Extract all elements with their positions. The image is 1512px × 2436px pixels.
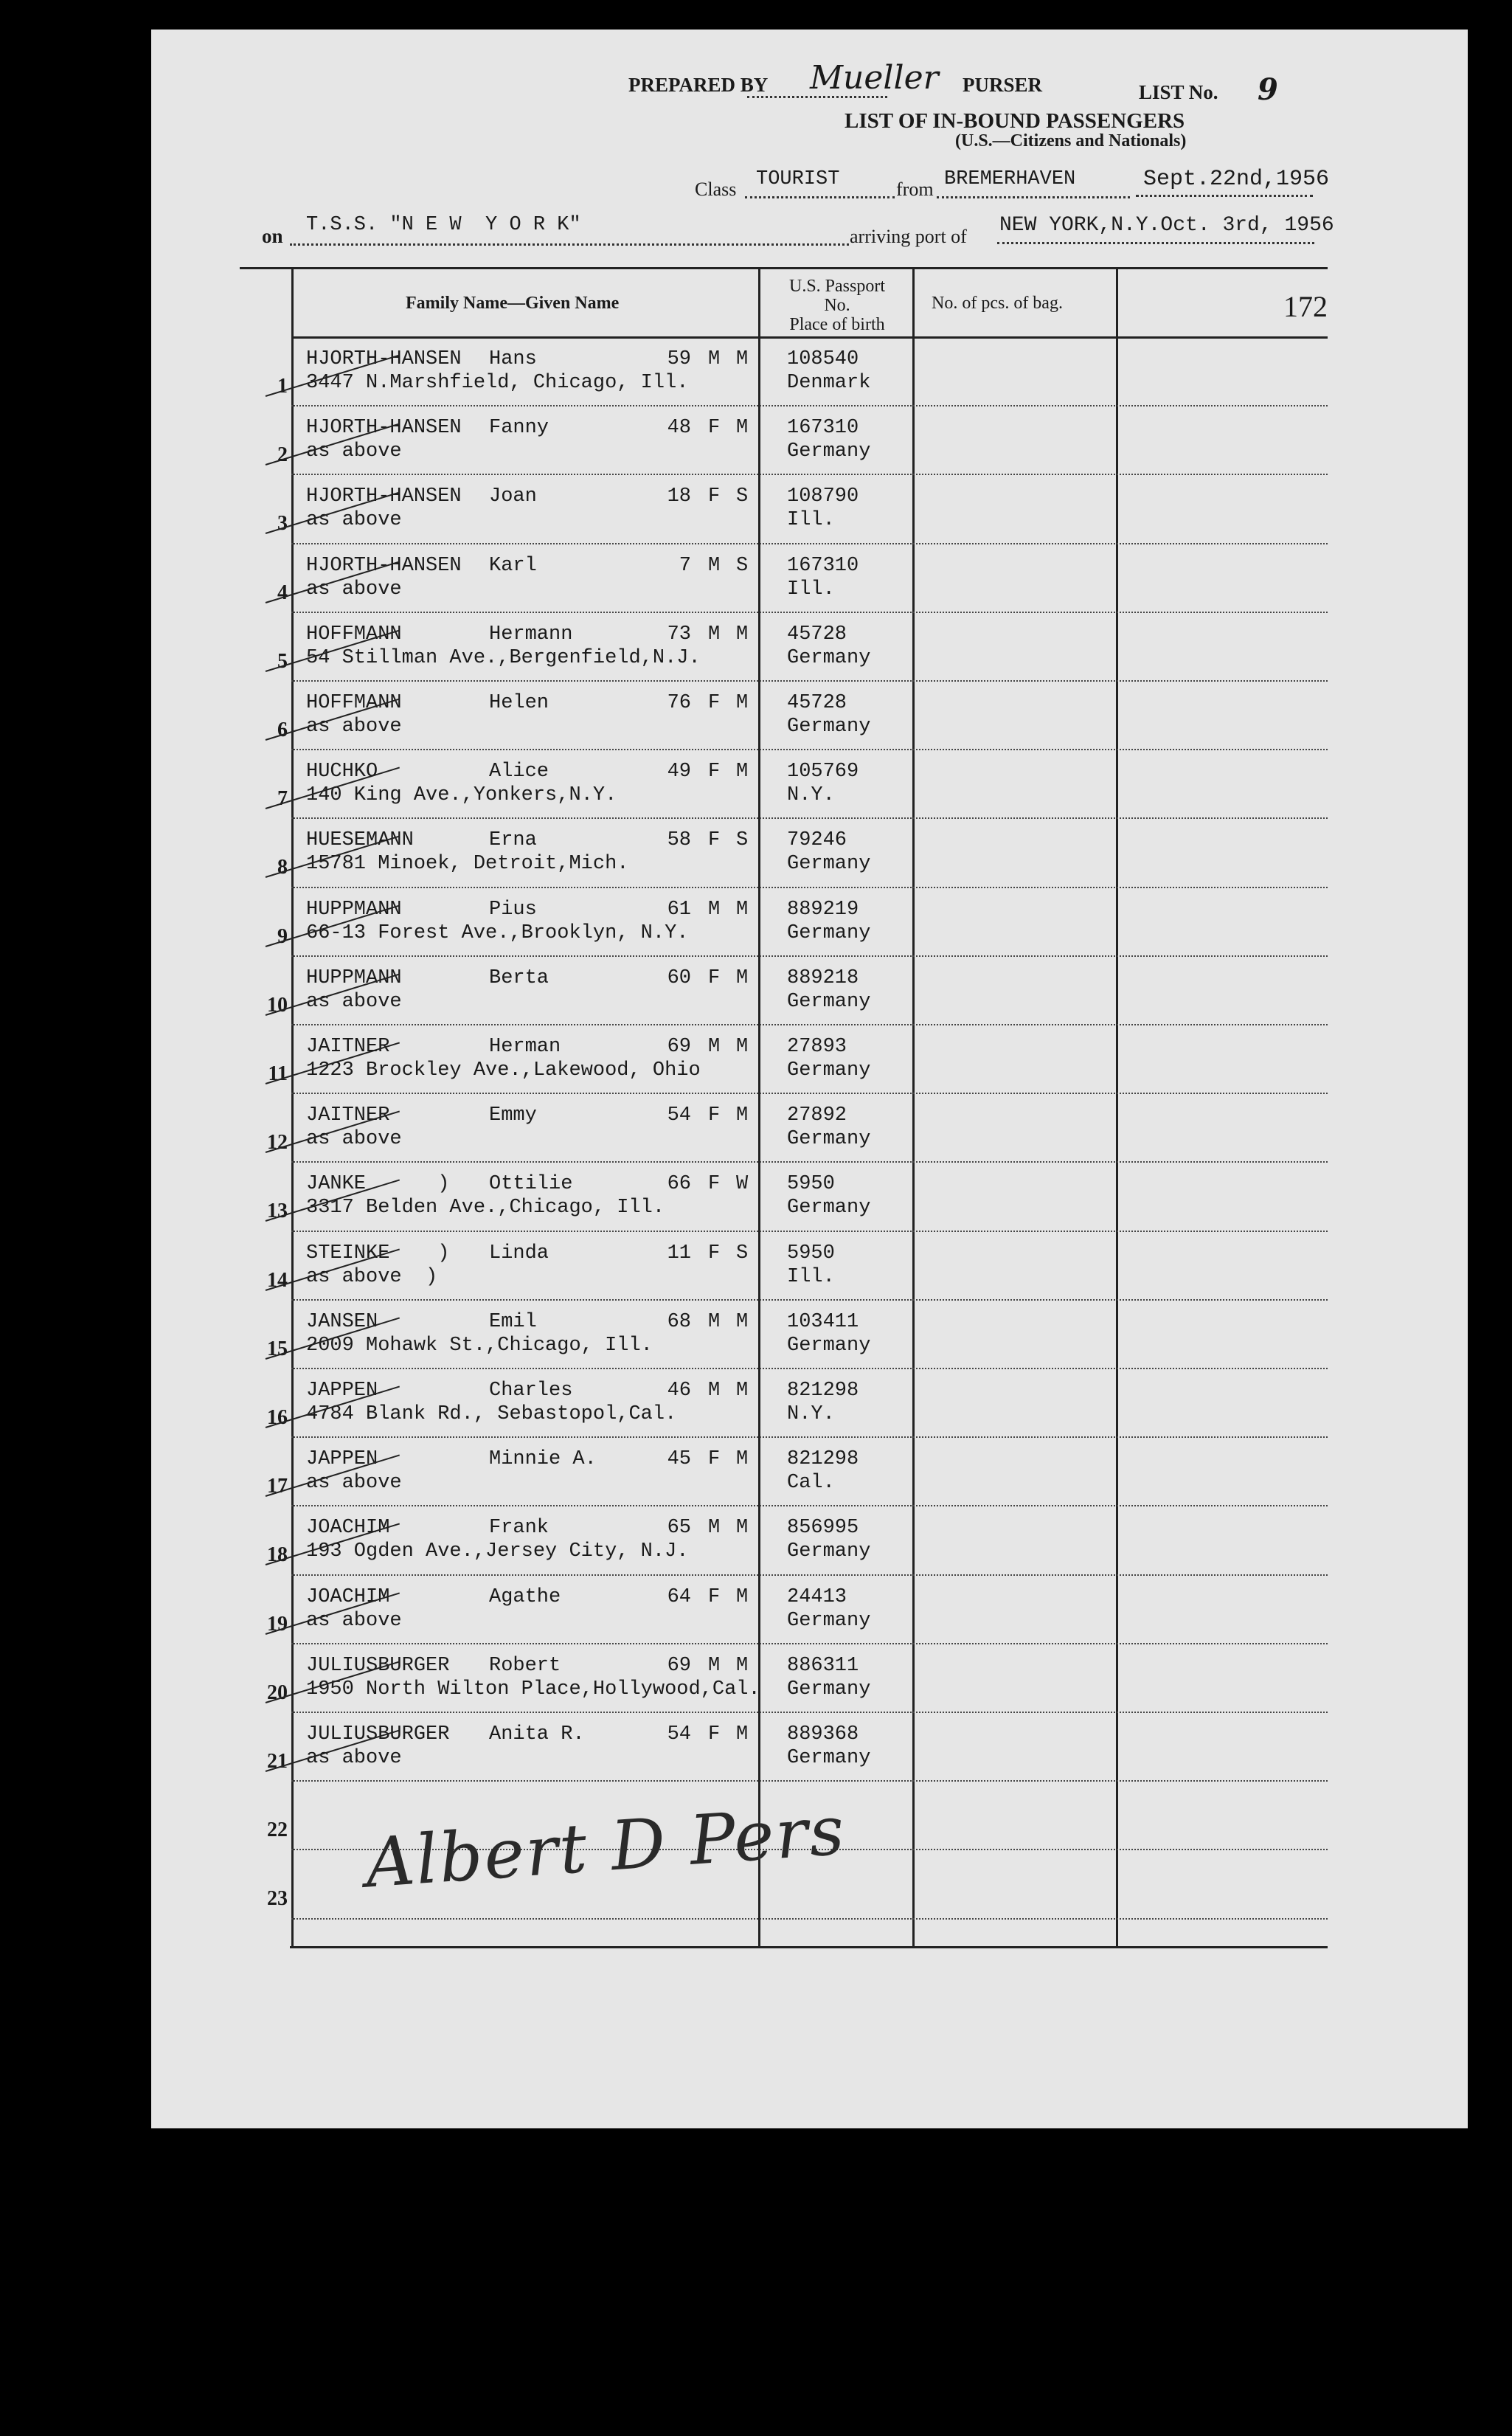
marital-status: M	[736, 417, 749, 440]
row-number: 2	[277, 443, 288, 467]
place-of-birth: Ill.	[787, 509, 835, 532]
given-name: Joan	[489, 485, 537, 508]
age: 69	[667, 1036, 691, 1058]
age: 59	[667, 348, 691, 370]
sex: F	[708, 1242, 721, 1264]
class-underline	[745, 196, 895, 198]
given-name: Charles	[489, 1380, 573, 1402]
address: 15781 Minoek, Detroit,Mich.	[306, 853, 629, 876]
age: 18	[667, 485, 691, 508]
row-number: 14	[267, 1268, 288, 1292]
given-name: Fanny	[489, 417, 549, 440]
extra-col-left-border	[1116, 267, 1118, 1946]
place-of-birth: Germany	[787, 1334, 871, 1357]
ship-name: T.S.S. "N E W Y O R K"	[306, 214, 581, 236]
marital-status: S	[736, 554, 749, 577]
age: 64	[667, 1585, 691, 1608]
place-of-birth: Cal.	[787, 1472, 835, 1495]
sex: F	[708, 1723, 721, 1745]
sex: M	[708, 1654, 721, 1677]
row-number: 1	[277, 375, 288, 398]
age: 54	[667, 1104, 691, 1127]
header-bottom-border	[291, 336, 1328, 339]
place-of-birth: Germany	[787, 1197, 871, 1219]
passport-number: 45728	[787, 692, 847, 714]
marital-status: W	[736, 1173, 749, 1196]
row-number: 4	[277, 581, 288, 604]
age: 49	[667, 761, 691, 783]
place-of-birth: Germany	[787, 1609, 871, 1632]
row-separator	[291, 1780, 1328, 1782]
address: 140 King Ave.,Yonkers,N.Y.	[306, 784, 617, 807]
family-name: HUCHKO	[306, 761, 378, 783]
row-number: 6	[277, 719, 288, 741]
row-separator	[291, 1574, 1328, 1576]
row-separator	[291, 474, 1328, 475]
marital-status: M	[736, 1104, 749, 1127]
row-separator	[291, 1024, 1328, 1025]
sex: F	[708, 1448, 721, 1471]
given-name: Frank	[489, 1517, 549, 1540]
marital-status: M	[736, 692, 749, 714]
passport-number: 856995	[787, 1517, 859, 1540]
row-number: 23	[267, 1887, 288, 1911]
given-name: Hermann	[489, 623, 573, 646]
row-separator	[291, 1093, 1328, 1094]
age: 73	[667, 623, 691, 646]
passport-number: 821298	[787, 1380, 859, 1402]
age: 66	[667, 1173, 691, 1196]
from-value: BREMERHAVEN	[944, 168, 1076, 190]
age: 11	[667, 1242, 691, 1264]
place-of-birth: Ill.	[787, 578, 835, 601]
sex: M	[708, 554, 721, 577]
given-name: Erna	[489, 829, 537, 852]
age: 68	[667, 1310, 691, 1333]
passport-number: 27892	[787, 1104, 847, 1127]
row-number: 21	[267, 1750, 288, 1773]
place-of-birth: Germany	[787, 1678, 871, 1700]
sex: F	[708, 1585, 721, 1608]
row-separator	[291, 1505, 1328, 1506]
row-number: 3	[277, 512, 288, 536]
family-name: HJORTH-HANSEN	[306, 485, 462, 508]
address: 3317 Belden Ave.,Chicago, Ill.	[306, 1197, 665, 1219]
given-name: Anita R.	[489, 1723, 585, 1745]
marital-status: M	[736, 1310, 749, 1333]
address: 66-13 Forest Ave.,Brooklyn, N.Y.	[306, 921, 689, 944]
sex: F	[708, 761, 721, 783]
passport-number: 821298	[787, 1448, 859, 1471]
row-number: 7	[277, 787, 288, 811]
row-number: 22	[267, 1819, 288, 1842]
passport-number: 108540	[787, 348, 859, 370]
row-separator	[291, 1436, 1328, 1438]
age: 48	[667, 417, 691, 440]
age: 58	[667, 829, 691, 852]
row-number: 8	[277, 856, 288, 879]
sex: M	[708, 623, 721, 646]
sex: M	[708, 1517, 721, 1540]
family-name: JANKE )	[306, 1173, 450, 1196]
prepared-by-label: PREPARED BY	[628, 74, 769, 96]
family-name: HOFFMANN	[306, 623, 402, 646]
row-separator	[291, 543, 1328, 544]
marital-status: S	[736, 1242, 749, 1264]
given-name: Emil	[489, 1310, 537, 1333]
place-of-birth: Germany	[787, 1128, 871, 1151]
address: as above	[306, 440, 402, 463]
place-of-birth: Germany	[787, 1540, 871, 1563]
given-name: Alice	[489, 761, 549, 783]
class-label: Class	[695, 179, 737, 200]
marital-status: M	[736, 623, 749, 646]
address: as above	[306, 509, 402, 532]
address: as above	[306, 578, 402, 601]
bags-col-left-border	[912, 267, 915, 1946]
row-number: 17	[267, 1475, 288, 1498]
date-underline	[1136, 195, 1313, 197]
row-separator	[291, 817, 1328, 819]
given-name: Helen	[489, 692, 549, 714]
age: 65	[667, 1517, 691, 1540]
row-number: 5	[277, 649, 288, 673]
age: 61	[667, 898, 691, 921]
col-header-passport-no: No.	[824, 296, 850, 315]
passport-number: 167310	[787, 417, 859, 440]
family-name: JOACHIM	[306, 1517, 390, 1540]
row-separator	[291, 1368, 1328, 1369]
address: as above	[306, 716, 402, 738]
row-separator	[291, 887, 1328, 888]
passport-number: 79246	[787, 829, 847, 852]
age: 45	[667, 1448, 691, 1471]
place-of-birth: Germany	[787, 1747, 871, 1769]
address: 4784 Blank Rd., Sebastopol,Cal.	[306, 1403, 677, 1425]
row-separator	[291, 1918, 1328, 1920]
document-sheet	[151, 30, 1468, 2128]
on-label: on	[262, 225, 283, 247]
page-number: 172	[1283, 290, 1328, 323]
address: as above	[306, 1609, 402, 1632]
passport-number: 5950	[787, 1242, 835, 1264]
place-of-birth: Germany	[787, 921, 871, 944]
family-name: JAPPEN	[306, 1448, 378, 1471]
address: 1223 Brockley Ave.,Lakewood, Ohio	[306, 1059, 701, 1082]
marital-status: M	[736, 1585, 749, 1608]
marital-status: S	[736, 829, 749, 852]
place-of-birth: Germany	[787, 853, 871, 876]
family-name: HJORTH-HANSEN	[306, 348, 462, 370]
family-name: HOFFMANN	[306, 692, 402, 714]
sex: M	[708, 1310, 721, 1333]
row-number: 15	[267, 1337, 288, 1360]
age: 7	[679, 554, 691, 577]
address: as above )	[306, 1265, 438, 1288]
marital-status: M	[736, 966, 749, 989]
address: as above	[306, 1747, 402, 1769]
marital-status: S	[736, 485, 749, 508]
sex: F	[708, 829, 721, 852]
list-subtitle: (U.S.—Citizens and Nationals)	[955, 131, 1187, 150]
from-underline	[937, 196, 1130, 198]
ship-underline	[290, 243, 849, 246]
place-of-birth: Germany	[787, 646, 871, 669]
sailing-date: Sept.22nd,1956	[1143, 167, 1330, 192]
place-of-birth: Germany	[787, 1059, 871, 1082]
row-number: 11	[268, 1062, 288, 1085]
table-top-border	[240, 267, 1328, 269]
place-of-birth: Ill.	[787, 1265, 835, 1288]
place-of-birth: Germany	[787, 990, 871, 1013]
sex: F	[708, 417, 721, 440]
row-number: 18	[267, 1543, 288, 1567]
marital-status: M	[736, 1036, 749, 1058]
sex: M	[708, 898, 721, 921]
passport-number: 45728	[787, 623, 847, 646]
row-number: 20	[267, 1681, 288, 1704]
sex: F	[708, 1104, 721, 1127]
passport-number: 27893	[787, 1036, 847, 1058]
col-header-passport: U.S. Passport	[788, 277, 886, 296]
row-number: 9	[277, 924, 288, 948]
marital-status: M	[736, 1654, 749, 1677]
given-name: Emmy	[489, 1104, 537, 1127]
age: 60	[667, 966, 691, 989]
family-name: HUPPMANN	[306, 966, 402, 989]
passport-number: 889368	[787, 1723, 859, 1745]
table-bottom-border	[290, 1946, 1328, 1948]
age: 46	[667, 1380, 691, 1402]
family-name: JULIUSBURGER	[306, 1723, 450, 1745]
list-no-label: LIST No.	[1139, 81, 1218, 103]
list-no: 9	[1258, 72, 1278, 107]
age: 76	[667, 692, 691, 714]
place-of-birth: N.Y.	[787, 784, 835, 807]
sex: F	[708, 692, 721, 714]
address: 3447 N.Marshfield, Chicago, Ill.	[306, 372, 689, 394]
given-name: Agathe	[489, 1585, 561, 1608]
arriving-label: arriving port of	[850, 226, 967, 247]
row-number: 16	[267, 1406, 288, 1429]
sex: M	[708, 348, 721, 370]
signature: Albert D Pers	[363, 1790, 848, 1903]
passport-number: 103411	[787, 1310, 859, 1333]
given-name: Linda	[489, 1242, 549, 1264]
marital-status: M	[736, 348, 749, 370]
family-name: JAPPEN	[306, 1380, 378, 1402]
marital-status: M	[736, 1448, 749, 1471]
place-of-birth: Germany	[787, 716, 871, 738]
marital-status: M	[736, 1723, 749, 1745]
address: as above	[306, 1128, 402, 1151]
age: 69	[667, 1654, 691, 1677]
row-number: 19	[267, 1612, 288, 1636]
row-separator	[291, 405, 1328, 406]
sex: M	[708, 1036, 721, 1058]
sex: M	[708, 1380, 721, 1402]
col-header-name: Family Name—Given Name	[406, 294, 620, 313]
marital-status: M	[736, 761, 749, 783]
marital-status: M	[736, 1517, 749, 1540]
passport-number: 167310	[787, 554, 859, 577]
row-separator	[291, 1643, 1328, 1644]
prepared-by-name: Mueller	[810, 59, 939, 97]
passport-number: 886311	[787, 1654, 859, 1677]
from-label: from	[896, 179, 934, 200]
family-name: HJORTH-HANSEN	[306, 554, 462, 577]
family-name: JAITNER	[306, 1104, 390, 1127]
list-title: LIST OF IN-BOUND PASSENGERS	[845, 109, 1185, 133]
address: as above	[306, 990, 402, 1013]
row-separator	[291, 1299, 1328, 1301]
given-name: Minnie A.	[489, 1448, 597, 1471]
given-name: Pius	[489, 898, 537, 921]
row-separator	[291, 749, 1328, 750]
family-name: JULIUSBURGER	[306, 1654, 450, 1677]
col-header-bags: No. of pcs. of bag.	[932, 294, 1063, 313]
arriving-underline	[997, 242, 1314, 244]
row-separator	[291, 612, 1328, 613]
family-name: JOACHIM	[306, 1585, 390, 1608]
address: 2009 Mohawk St.,Chicago, Ill.	[306, 1334, 653, 1357]
family-name: STEINKE )	[306, 1242, 450, 1264]
family-name: HUPPMANN	[306, 898, 402, 921]
given-name: Berta	[489, 966, 549, 989]
address: 1950 North Wilton Place,Hollywood,Cal.	[306, 1678, 760, 1700]
family-name: JANSEN	[306, 1310, 378, 1333]
sex: F	[708, 485, 721, 508]
row-separator	[291, 680, 1328, 682]
family-name: JAITNER	[306, 1036, 390, 1058]
family-name: HUESEMANN	[306, 829, 414, 852]
address: 54 Stillman Ave.,Bergenfield,N.J.	[306, 646, 701, 669]
place-of-birth: N.Y.	[787, 1403, 835, 1425]
col-header-birth: Place of birth	[789, 315, 885, 334]
class-value: TOURIST	[756, 168, 840, 190]
address: as above	[306, 1472, 402, 1495]
place-of-birth: Denmark	[787, 372, 871, 394]
given-name: Herman	[489, 1036, 561, 1058]
row-number: 12	[267, 1131, 288, 1155]
sex: F	[708, 1173, 721, 1196]
passport-number: 889218	[787, 966, 859, 989]
row-separator	[291, 955, 1328, 957]
row-separator	[291, 1712, 1328, 1713]
row-number: 10	[267, 993, 288, 1017]
passport-number: 889219	[787, 898, 859, 921]
row-separator	[291, 1231, 1328, 1232]
purser-label: PURSER	[963, 74, 1043, 96]
passport-number: 108790	[787, 485, 859, 508]
given-name: Ottilie	[489, 1173, 573, 1196]
given-name: Robert	[489, 1654, 561, 1677]
passport-number: 5950	[787, 1173, 835, 1196]
sex: F	[708, 966, 721, 989]
arriving-port: NEW YORK,N.Y.Oct. 3rd, 1956	[999, 214, 1334, 237]
marital-status: M	[736, 1380, 749, 1402]
marital-status: M	[736, 898, 749, 921]
passport-number: 24413	[787, 1585, 847, 1608]
family-name: HJORTH-HANSEN	[306, 417, 462, 440]
place-of-birth: Germany	[787, 440, 871, 463]
given-name: Karl	[489, 554, 537, 577]
address: 193 Ogden Ave.,Jersey City, N.J.	[306, 1540, 689, 1563]
row-number: 13	[267, 1200, 288, 1223]
given-name: Hans	[489, 348, 537, 370]
passport-number: 105769	[787, 761, 859, 783]
row-separator	[291, 1161, 1328, 1163]
age: 54	[667, 1723, 691, 1745]
